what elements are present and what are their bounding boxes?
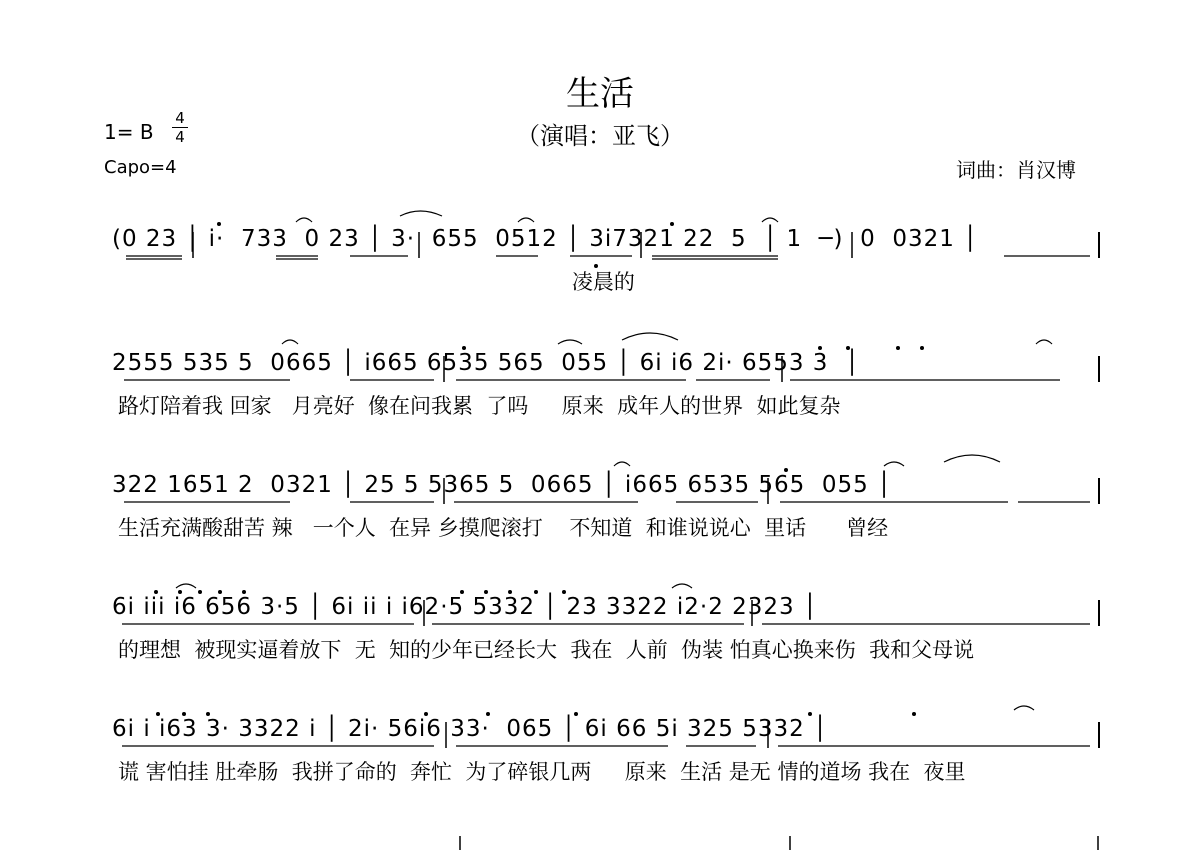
slur <box>762 218 778 222</box>
octave-dot <box>462 346 466 350</box>
octave-dot <box>424 712 428 716</box>
octave-dot <box>594 264 598 268</box>
slur <box>884 462 904 466</box>
octave-dot <box>846 346 850 350</box>
octave-dot <box>242 590 246 594</box>
slur-arcs <box>176 211 1052 710</box>
key-signature: 1= B <box>104 120 154 144</box>
slur <box>944 455 1000 462</box>
octave-dots <box>154 222 924 716</box>
song-title: 生活 <box>566 74 634 114</box>
octave-dot <box>198 590 202 594</box>
octave-dot <box>182 712 186 716</box>
octave-dot <box>896 346 900 350</box>
song-subtitle: （演唱：亚飞） <box>516 122 684 150</box>
slur <box>1036 340 1052 344</box>
slur <box>558 340 582 344</box>
octave-dot <box>670 222 674 226</box>
octave-dot <box>218 590 222 594</box>
octave-dot <box>920 346 924 350</box>
octave-dot <box>534 590 538 594</box>
octave-dot <box>484 590 488 594</box>
notes-line: 6i i i63 3· 3322 i │ 2i· 56i6 33· 065 │ 6i 66 5i 325 5332 │ <box>112 716 828 742</box>
underlines <box>122 256 1090 746</box>
measure-bars <box>193 232 852 748</box>
octave-dot <box>574 712 578 716</box>
octave-dot <box>818 346 822 350</box>
slur <box>614 462 630 466</box>
octave-dot <box>217 222 221 226</box>
octave-dot <box>784 468 788 472</box>
octave-dot <box>562 590 566 594</box>
time-signature-bottom: 4 <box>175 128 185 146</box>
capo-indicator: Capo=4 <box>104 157 177 178</box>
lyrics-line: 路灯陪着我 回家 月亮好 像在问我累 了吗 原来 成年人的世界 如此复杂 <box>118 394 841 418</box>
octave-dot <box>912 712 916 716</box>
credit: 词曲：肖汉博 <box>956 158 1076 182</box>
slur <box>296 218 312 222</box>
octave-dot <box>156 712 160 716</box>
slur <box>282 340 298 344</box>
slur <box>518 218 534 222</box>
octave-dot <box>508 590 512 594</box>
lyrics-line: 的理想 被现实逼着放下 无 知的少年已经长大 我在 人前 伪装 怕真心换来伤 我和父母说 <box>118 638 975 662</box>
slur <box>400 211 442 216</box>
octave-dot <box>154 590 158 594</box>
time-signature-top: 4 <box>175 109 185 127</box>
notes-line: (0 23 │ i· 733 0 23 │ 3· 655 0512 │ 3i7321 22 5 │ 1 ─) 0 0321 │ <box>112 226 979 252</box>
slur <box>176 584 196 588</box>
octave-dot <box>808 712 812 716</box>
notes-line: 322 1651 2 0321 │ 25 5 5365 5 0665 │ i665 6535 565 055 │ <box>112 472 892 498</box>
slur <box>672 584 692 588</box>
octave-dot <box>206 712 210 716</box>
octave-dot <box>178 590 182 594</box>
octave-dot <box>486 712 490 716</box>
slur <box>1014 706 1034 710</box>
lyrics-line: 生活充满酸甜苦 辣 一个人 在异 乡摸爬滚打 不知道 和谁说说心 里话 曾经 <box>118 516 889 540</box>
octave-dot <box>460 590 464 594</box>
lyrics-line: 谎 害怕挂 肚牵肠 我拼了命的 奔忙 为了碎银几两 原来 生活 是无 情的道场 我在 夜里 <box>118 760 966 784</box>
slur <box>622 333 678 340</box>
notes-line: 2555 535 5 0665 │ i665 6535 565 055 │ 6i i6 2i· 6553 3 │ <box>112 350 860 376</box>
notes-line: 6i iii i6 656 3·5 │ 6i ii i i62·5 5332 │ 23 3322 i2·2 2323 │ <box>112 594 818 620</box>
lyrics-line: 凌晨的 <box>118 270 635 294</box>
